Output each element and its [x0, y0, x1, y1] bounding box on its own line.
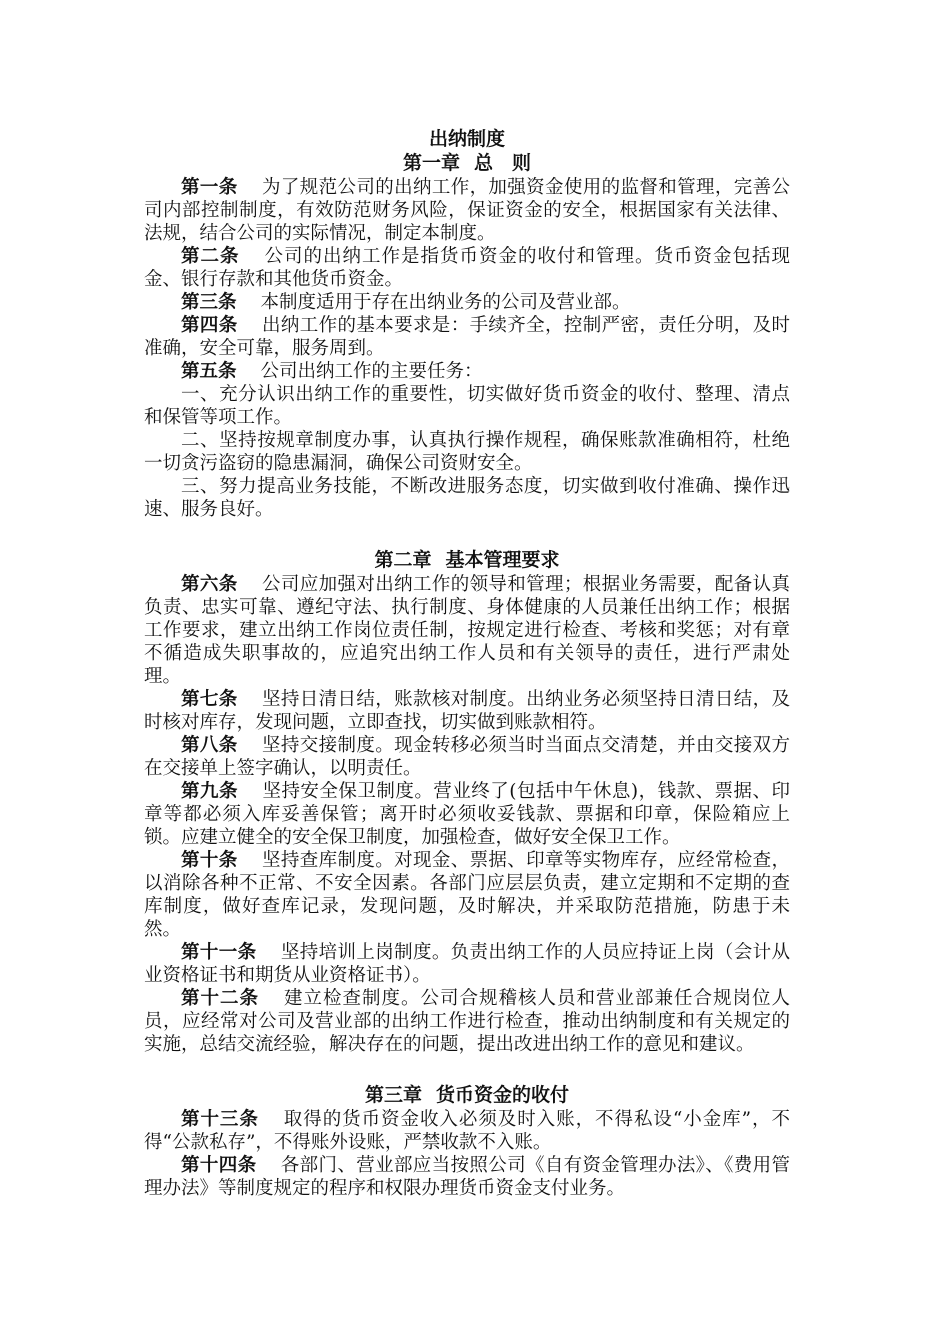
article-paragraph — [144, 245, 790, 291]
list-item-paragraph — [144, 383, 790, 429]
article-text: 本制度适用于存在出纳业务的公司及营业部。 — [260, 292, 631, 313]
document-title: 出纳制度 — [428, 128, 505, 150]
article-text: 各部门、营业部应当按照公司《自有资金管理办法》、《费用管理办法》等制度规定的程序和权限办理货币资金支付业务。 — [144, 1155, 790, 1199]
article-number: 第四条 — [181, 315, 238, 336]
article-text: 出纳工作的基本要求是：手续齐全，控制严密，责任分明，及时准确，安全可靠，服务周到。 — [144, 315, 790, 359]
article-paragraph — [144, 734, 790, 780]
article-number: 第十条 — [181, 850, 238, 871]
chapter-number: 第二章 — [374, 549, 432, 571]
article-number: 第九条 — [181, 781, 238, 802]
article-number: 第七条 — [181, 689, 238, 710]
article-text: 公司出纳工作的主要任务： — [260, 361, 483, 382]
article-number: 第五条 — [181, 361, 237, 382]
article-text: 坚持日清日结，账款核对制度。出纳业务必须坚持日清日结，及时核对库存，发现问题，立即查找，切实做到账款相符。 — [144, 689, 790, 733]
article-text: 公司的出纳工作是指货币资金的收付和管理。货币资金包括现金、银行存款和其他货币资金。 — [144, 246, 790, 290]
article-paragraph — [144, 688, 790, 734]
article-text: 取得的货币资金收入必须及时入账，不得私设“小金库”，不得“公款私存”，不得账外设账，严禁收款不入账。 — [144, 1109, 790, 1153]
article-number: 第三条 — [181, 292, 237, 313]
article-number: 第二条 — [181, 246, 240, 267]
article-text: 公司应加强对出纳工作的领导和管理；根据业务需要，配备认真负责、忠实可靠、遵纪守法、执行制度、身体健康的人员兼任出纳工作；根据工作要求，建立出纳工作岗位责任制，按规定进行检查、考核和奖惩；对有章不循造成失职事故的，应追究出纳工作人员和有关领导的责任，进行严肃处理。 — [144, 574, 790, 687]
article-paragraph — [144, 176, 790, 245]
article-number: 第十三条 — [181, 1109, 259, 1130]
article-paragraph — [144, 291, 790, 314]
article-number: 第十二条 — [181, 988, 259, 1009]
chapter-heading — [144, 547, 790, 573]
chapter-heading — [144, 150, 790, 176]
article-text: 为了规范公司的出纳工作，加强资金使用的监督和管理，完善公司内部控制制度，有效防范财务风险，保证资金的安全，根据国家有关法律、法规，结合公司的实际情况，制定本制度。 — [144, 177, 790, 244]
article-paragraph — [144, 314, 790, 360]
chapter-name: 基本管理要求 — [445, 549, 560, 571]
article-paragraph — [144, 1154, 790, 1200]
article-paragraph — [144, 987, 790, 1056]
article-text: 二、坚持按规章制度办事，认真执行操作规程，确保账款准确相符，杜绝一切贪污盗窃的隐患漏洞，确保公司资财安全。 — [144, 430, 790, 474]
article-paragraph — [144, 1108, 790, 1154]
list-item-paragraph — [144, 475, 790, 521]
article-paragraph — [144, 360, 790, 383]
article-paragraph — [144, 941, 790, 987]
article-paragraph — [144, 573, 790, 688]
chapter-1 — [144, 150, 790, 521]
chapter-name: 货币资金的收付 — [436, 1084, 570, 1106]
chapters-container — [144, 150, 790, 1200]
article-text: 一、充分认识出纳工作的重要性，切实做好货币资金的收付、整理、清点和保管等项工作。 — [144, 384, 790, 428]
chapter-number: 第三章 — [364, 1084, 422, 1106]
chapter-3 — [144, 1082, 790, 1200]
article-text: 建立检查制度。公司合规稽核人员和营业部兼任合规岗位人员，应经常对公司及营业部的出纳工作进行检查，推动出纳制度和有关规定的实施，总结交流经验，解决存在的问题，提出改进出纳工作的意见和建议。 — [144, 988, 790, 1055]
article-text: 坚持培训上岗制度。负责出纳工作的人员应持证上岗（会计从业资格证书和期货从业资格证书）。 — [144, 942, 790, 986]
article-number: 第十四条 — [181, 1155, 257, 1176]
chapter-name: 总 则 — [474, 152, 532, 174]
article-text: 三、努力提高业务技能，不断改进服务态度，切实做到收付准确、操作迅速、服务良好。 — [144, 476, 790, 520]
article-paragraph — [144, 849, 790, 941]
chapter-number: 第一章 — [402, 152, 460, 174]
article-paragraph — [144, 780, 790, 849]
article-number: 第八条 — [181, 735, 238, 756]
chapter-2 — [144, 547, 790, 1056]
article-number: 第六条 — [181, 574, 238, 595]
list-item-paragraph — [144, 429, 790, 475]
article-text: 坚持查库制度。对现金、票据、印章等实物库存，应经常检查，以消除各种不正常、不安全因素。各部门应层层负责，建立定期和不定期的查库制度，做好查库记录，发现问题，及时解决，并采取防范措施，防患于未然。 — [144, 850, 790, 940]
article-text: 坚持交接制度。现金转移必须当时当面点交清楚，并由交接双方在交接单上签字确认，以明责任。 — [144, 735, 790, 779]
article-text: 坚持安全保卫制度。营业终了(包括中午休息)，钱款、票据、印章等都必须入库妥善保管；离开时必须收妥钱款、票据和印章，保险箱应上锁。应建立健全的安全保卫制度，加强检查，做好安全保卫工作。 — [144, 781, 790, 848]
chapter-heading — [144, 1082, 790, 1108]
article-number: 第十一条 — [181, 942, 257, 963]
article-number: 第一条 — [181, 177, 238, 198]
